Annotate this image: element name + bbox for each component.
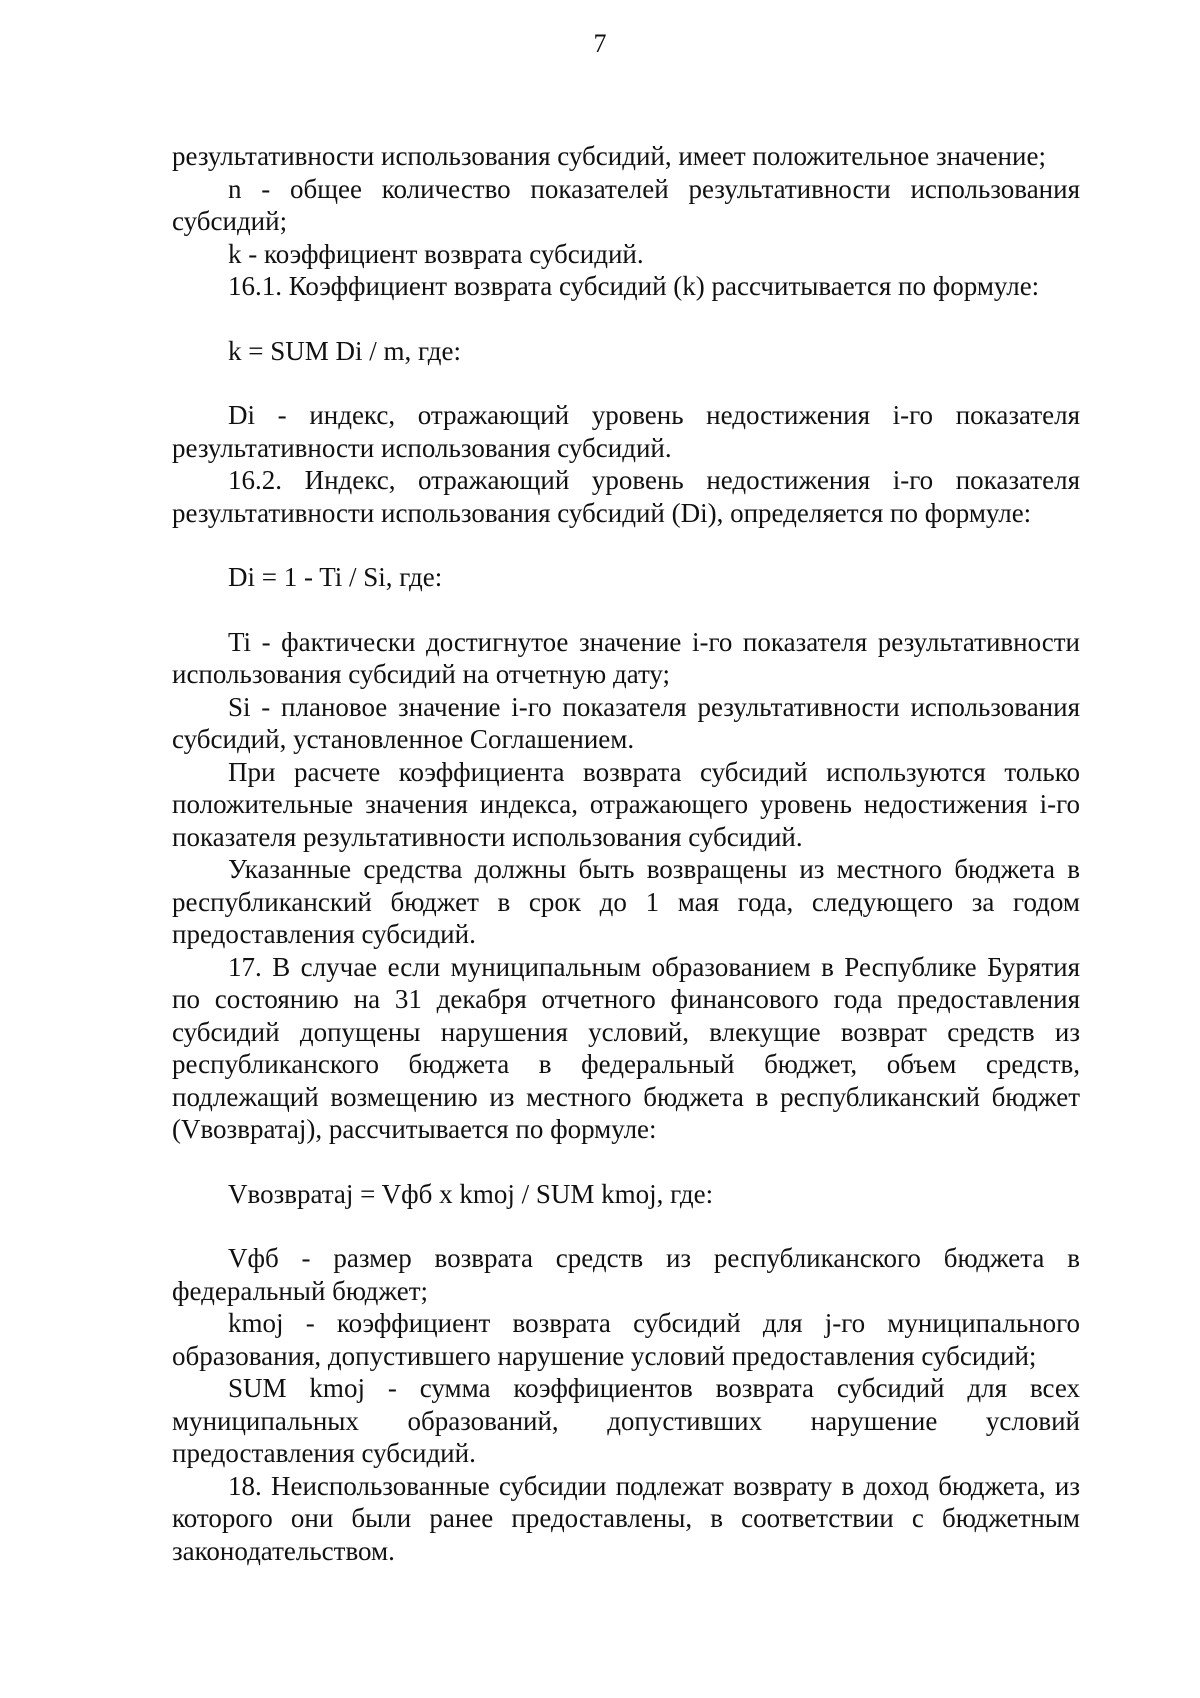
- clause-17: 17. В случае если муниципальным образованием в Республике Бурятия по состоянию на 31 декабря отчетного финансового года предоставления субсидий допущены нарушения условий, влекущие возврат средств из республиканского бюджета в федеральный бюджет, объем средств, подлежащий возмещению из местного бюджета в республиканский бюджет (Vвозвратаj), рассчитывается по формуле:: [172, 951, 1080, 1144]
- clause-18: 18. Неиспользованные субсидии подлежат возврату в доход бюджета, из которого они были ранее предоставлены, в соответствии с бюджетным законодательством.: [172, 1470, 1080, 1566]
- clause-16-1: 16.1. Коэффициент возврата субсидий (k) рассчитывается по формуле:: [228, 271, 1040, 301]
- formula-v-return: Vвозвратаj = Vфб x kmoj / SUM kmoj, где:: [228, 1178, 714, 1209]
- definition-k: k - коэффициент возврата субсидий.: [228, 238, 644, 269]
- definition-kmoj: kmoj - коэффициент возврата субсидий для j-го муниципального образования, допустившего нарушение условий предоставления субсидий;: [172, 1308, 1080, 1371]
- formula-di: Di = 1 - Ti / Si, где:: [228, 562, 443, 592]
- paragraph-continuation: результативности использования субсидий, имеет положительное значение;: [172, 141, 1046, 171]
- definition-si: Si - плановое значение i-го показателя результативности использования субсидий, установленное Соглашением.: [172, 691, 1080, 754]
- page-number: 7: [593, 29, 607, 58]
- definition-sum-kmoj: SUM kmoj - сумма коэффициентов возврата субсидий для всех муниципальных образований, допустивших нарушение условий предоставления субсидий.: [172, 1373, 1080, 1468]
- paragraph-index-note: При расчете коэффициента возврата субсидий используются только положительные значения индекса, отражающего уровень недостижения i-го показателя результативности использования субсидий.: [172, 756, 1080, 852]
- definition-ti: Ti - фактически достигнутое значение i-го показателя результативности использования субсидий на отчетную дату;: [172, 626, 1080, 689]
- clause-16-2: 16.2. Индекс, отражающий уровень недостижения i-го показателя результативности использования субсидий (Di), определяется по формуле:: [172, 465, 1080, 528]
- definition-vfb: Vфб - размер возврата средств из республиканского бюджета в федеральный бюджет;: [172, 1243, 1080, 1306]
- formula-k: k = SUM Di / m, где:: [228, 335, 461, 366]
- document-body: [172, 140, 1080, 1567]
- paragraph-return-deadline: Указанные средства должны быть возвращены из местного бюджета в республиканский бюджет в срок до 1 мая года, следующего за годом предоставления субсидий.: [172, 854, 1080, 949]
- definition-di: Di - индекс, отражающий уровень недостижения i-го показателя результативности использования субсидий.: [172, 400, 1080, 463]
- definition-n: n - общее количество показателей результативности использования субсидий;: [172, 173, 1080, 236]
